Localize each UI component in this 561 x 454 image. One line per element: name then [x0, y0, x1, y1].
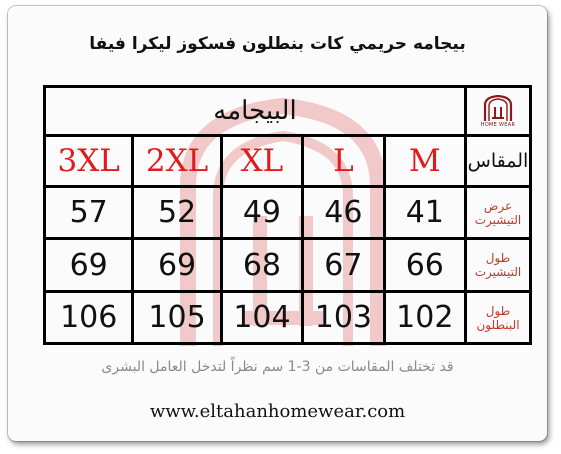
- size-corner-label: المقاس: [466, 136, 531, 187]
- brand-logo-text: HOME WEAR: [480, 121, 516, 128]
- table-cell: 105: [133, 292, 221, 344]
- table-cell: 46: [303, 187, 384, 239]
- size-header-xl: XL: [221, 136, 302, 187]
- table-cell: 102: [384, 292, 465, 344]
- table-cell: 104: [221, 292, 302, 344]
- row-label-shirt-width: عرض التيشيرت: [466, 187, 531, 239]
- table-cell: 103: [303, 292, 384, 344]
- table-cell: 66: [384, 239, 465, 292]
- size-header-3xl: 3XL: [45, 136, 133, 187]
- table-row: [45, 239, 531, 292]
- size-header-m: M: [384, 136, 465, 187]
- row-label-shirt-length: طول التيشيرت: [466, 239, 531, 292]
- table-cell: 67: [303, 239, 384, 292]
- measurement-note: قد تختلف المقاسات من 3-1 سم نظراً لتدخل العامل البشرى: [101, 359, 454, 375]
- size-header-l: L: [303, 136, 384, 187]
- section-title: البيجامه: [45, 87, 466, 136]
- brand-logo-icon: [483, 95, 513, 121]
- table-cell: 41: [384, 187, 465, 239]
- table-row: [45, 292, 531, 344]
- table-header-row: [45, 87, 531, 136]
- table-cell: 68: [221, 239, 302, 292]
- product-title: بيجامه حريمي كات بنطلون فسكوز ليكرا فيفا: [89, 34, 466, 54]
- size-chart-card: [8, 6, 547, 441]
- table-cell: 57: [45, 187, 133, 239]
- size-header-2xl: 2XL: [133, 136, 221, 187]
- table-cell: 106: [45, 292, 133, 344]
- table-cell: 69: [133, 239, 221, 292]
- size-table: [43, 85, 532, 345]
- table-cell: 49: [221, 187, 302, 239]
- table-cell: 52: [133, 187, 221, 239]
- row-label-pants-length: طول البنطلون: [466, 292, 531, 344]
- table-row: [45, 187, 531, 239]
- website-link[interactable]: www.eltahanhomewear.com: [149, 401, 406, 422]
- table-cell: 69: [45, 239, 133, 292]
- logo-cell: [466, 87, 531, 136]
- brand-logo: [467, 95, 529, 128]
- sizes-row: [45, 136, 531, 187]
